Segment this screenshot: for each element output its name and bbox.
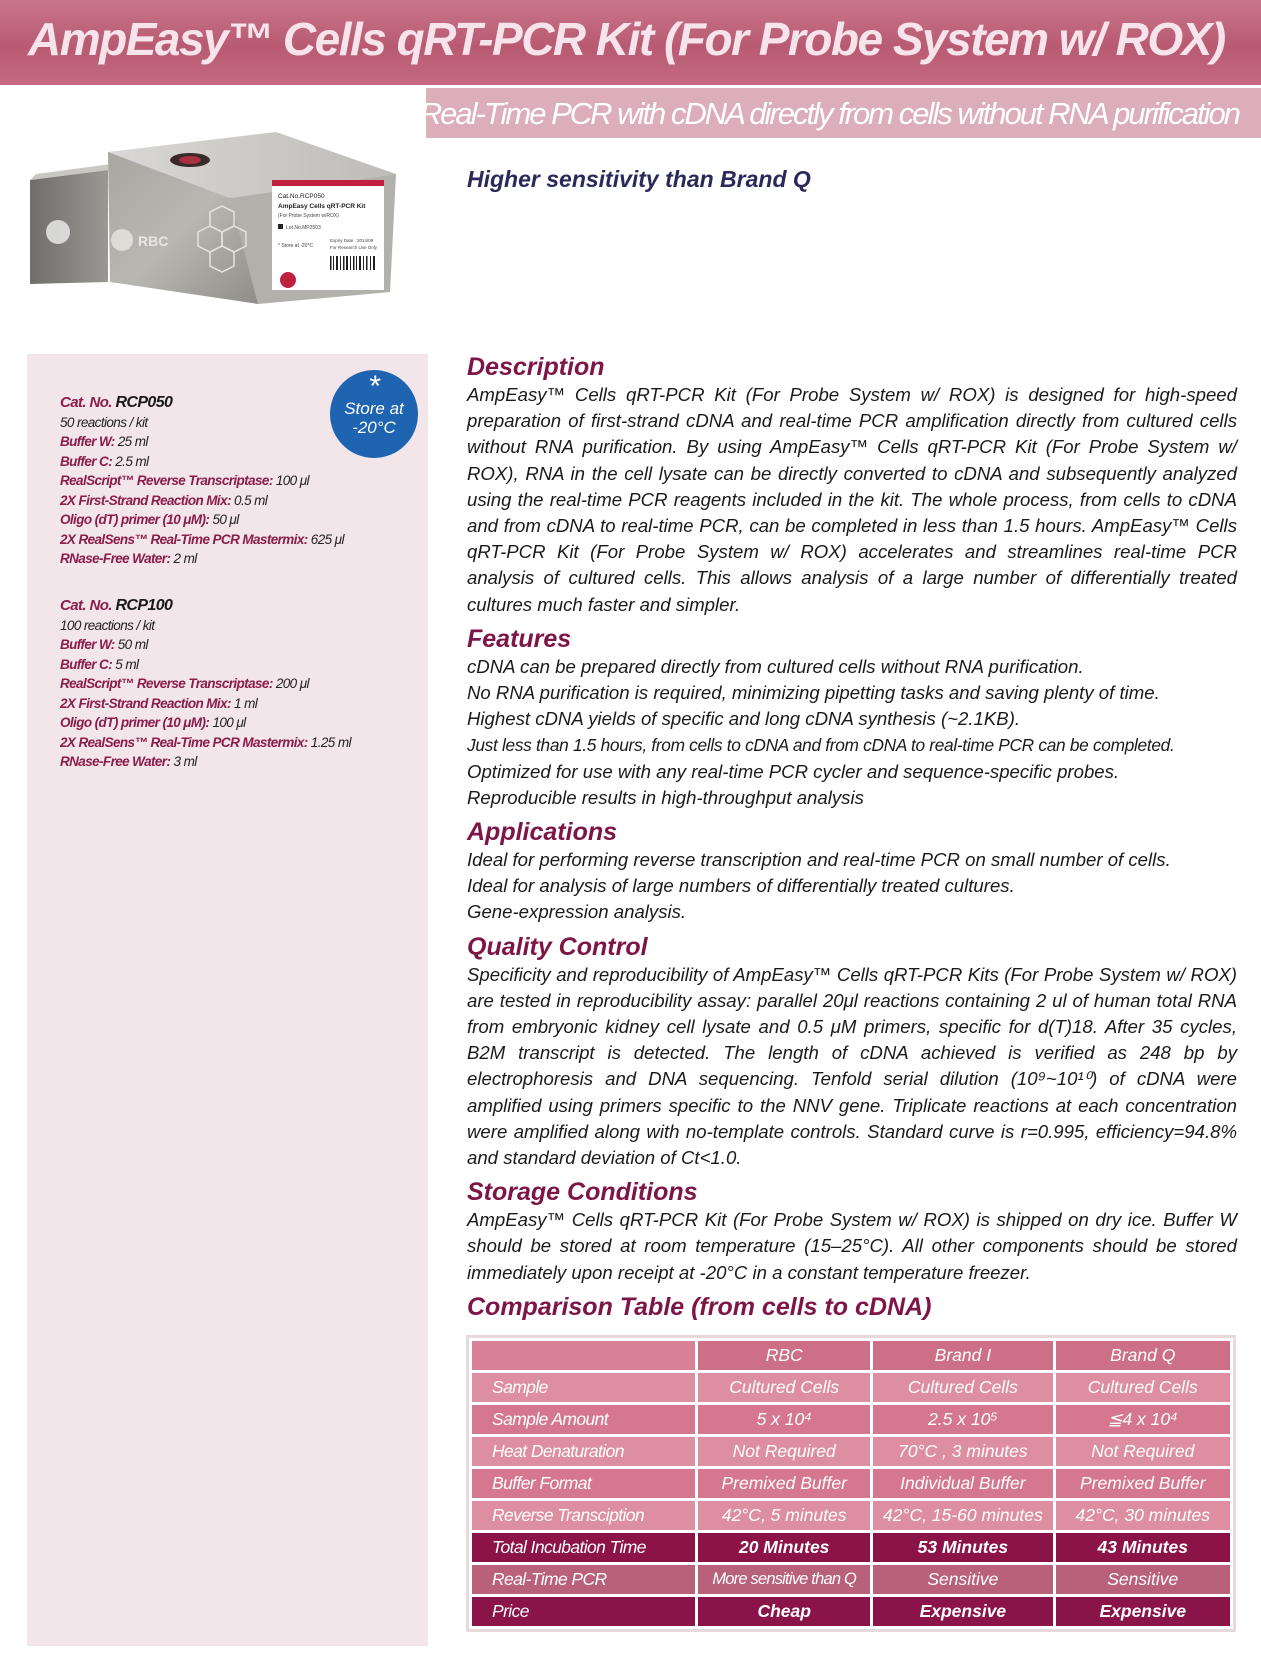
component-value: 50 μl [209, 512, 239, 527]
component-item [60, 713, 400, 733]
table-cell: Cheap [698, 1597, 870, 1626]
table-row [472, 1437, 1230, 1466]
storage-body: AmpEasy™ Cells qRT-PCR Kit (For Probe System w/ ROX) is shipped on dry ice. Buffer W should be stored at room temperature (15–25°C). All other components should be stored immediately upon receipt at -20°C in a constant temperature freezer. [467, 1209, 1237, 1283]
component-value: 1 ml [230, 695, 258, 711]
component-value: 100 μl [209, 715, 246, 730]
table-cell: Not Required [698, 1437, 870, 1466]
table-cell: 42°C, 30 minutes [1056, 1501, 1230, 1530]
component-value: 5 ml [112, 656, 139, 672]
storage-heading: Storage Conditions [467, 1178, 698, 1207]
table-row [472, 1501, 1230, 1530]
table-row [472, 1373, 1230, 1402]
component-value: 2.5 ml [112, 453, 149, 469]
subtitle-bar [419, 88, 1261, 138]
table-row [472, 1405, 1230, 1434]
box-label-research: For Research Use Only [330, 245, 378, 250]
component-value: 1.25 ml [307, 734, 351, 750]
component-item [60, 694, 400, 714]
component-name: 2X First-Strand Reaction Mix: [60, 492, 231, 508]
page-subtitle: Real-Time PCR with cDNA directly from cells without RNA purification [419, 96, 1239, 131]
main-content [467, 352, 1237, 1322]
table-cell: 42°C, 5 minutes [698, 1501, 870, 1530]
component-name: Buffer C: [60, 453, 113, 469]
table-header-row [472, 1341, 1230, 1370]
component-value: 100 μl [272, 473, 309, 488]
feature-item: Highest cDNA yields of specific and long cDNA synthesis (~2.1KB). [467, 708, 1021, 730]
table-cell: Cultured Cells [1056, 1373, 1230, 1402]
component-item [60, 635, 400, 655]
catalog-block-rcp100 [60, 596, 400, 772]
component-item [60, 549, 400, 569]
feature-item: Reproducible results in high-throughput analysis [467, 786, 864, 808]
table-row [472, 1597, 1230, 1626]
applications-heading: Applications [467, 818, 618, 847]
component-value: 0.5 ml [230, 492, 268, 508]
row-label: Real-Time PCR [472, 1565, 695, 1594]
table-cell: Cultured Cells [873, 1373, 1052, 1402]
component-name: RealScript™ Reverse Transcriptase: [60, 676, 273, 691]
component-name: 2X RealSens™ Real-Time PCR Mastermix: [60, 734, 308, 750]
row-label: Sample [472, 1373, 695, 1402]
box-label-lot: Lot.No.MP2503 [286, 225, 321, 231]
reactions-per-kit: 50 reactions / kit [60, 414, 148, 430]
component-item [60, 752, 400, 772]
title-banner [0, 0, 1261, 85]
cat-number: RCP100 [115, 597, 173, 614]
component-name: Buffer C: [60, 656, 113, 672]
row-label: Price [472, 1597, 695, 1626]
application-item: Ideal for analysis of large numbers of differentially treated cultures. [467, 875, 1015, 897]
table-header-cell: RBC [698, 1341, 870, 1370]
feature-item: Optimized for use with any real-time PCR cycler and sequence-specific probes. [467, 760, 1120, 782]
application-item: Ideal for performing reverse transcription and real-time PCR on small number of cells. [467, 849, 1171, 871]
component-value: 50 ml [114, 637, 148, 652]
component-name: Buffer W: [60, 637, 115, 652]
table-cell: Sensitive [873, 1565, 1052, 1594]
badge-line-2: -20°C [352, 418, 396, 437]
feature-item: No RNA purification is required, minimizing pipetting tasks and saving plenty of time. [467, 682, 1160, 704]
table-cell: 20 Minutes [698, 1533, 870, 1562]
table-cell: Not Required [1056, 1437, 1230, 1466]
component-name: RealScript™ Reverse Transcriptase: [60, 473, 273, 488]
component-name: 2X First-Strand Reaction Mix: [60, 695, 231, 711]
table-row [472, 1565, 1230, 1594]
component-name: Buffer W: [60, 434, 115, 449]
comparison-heading: Comparison Table (from cells to cDNA) [467, 1292, 932, 1321]
component-name: RNase-Free Water: [60, 551, 171, 566]
box-brand: RBC [138, 233, 169, 249]
catalog-number-line [60, 393, 400, 413]
component-item [60, 452, 400, 472]
component-name: Oligo (dT) primer (10 μM): [60, 512, 210, 527]
table-cell: Individual Buffer [873, 1469, 1052, 1498]
quality-control-heading: Quality Control [467, 932, 648, 961]
badge-line-1: Store at [344, 399, 404, 418]
table-row [472, 1469, 1230, 1498]
table-cell: 43 Minutes [1056, 1533, 1230, 1562]
feature-item: Just less than 1.5 hours, from cells to cDNA and from cDNA to real-time PCR can be completed. [467, 735, 1175, 756]
description-body: AmpEasy™ Cells qRT-PCR Kit (For Probe System w/ ROX) is designed for high-speed preparation of first-strand cDNA and real-time PCR amplification directly from cultured cells without RNA purification. By using AmpEasy™ Cells qRT-PCR Kit (For Probe System w/ ROX), RNA in the cell lysate can be directly converted to cDNA and subsequently analyzed using the real-time PCR reagents included in the kit. The whole process, from cells to cDNA and from cDNA to real-time PCR, can be completed in less than 1.5 hours. AmpEasy™ Cells qRT-PCR Kit (For Probe System w/ ROX) accelerates and streamlines real-time PCR analysis of cultured cells. This allows analysis of a large number of differentially treated cultures much faster and simpler. [467, 384, 1237, 615]
application-item: Gene-expression analysis. [467, 901, 687, 923]
component-item [60, 491, 400, 511]
reactions-per-kit: 100 reactions / kit [60, 617, 155, 633]
box-label-cat: Cat.No.RCP050 [278, 193, 325, 200]
description-heading: Description [467, 353, 605, 381]
cat-label: Cat. No. [60, 394, 112, 411]
component-name: RNase-Free Water: [60, 754, 171, 769]
table-cell: Premixed Buffer [698, 1469, 870, 1498]
tray-logo-icon [46, 220, 70, 244]
table-cell: ≦4 x 10⁴ [1056, 1405, 1230, 1434]
box-label-expiry: Expiry Date : 2014/09 [330, 238, 374, 243]
catalog-block-rcp050 [60, 393, 400, 569]
component-item [60, 432, 400, 452]
snowflake-icon: * [368, 370, 380, 403]
cat-number: RCP050 [115, 394, 173, 411]
table-cell: More sensitive than Q [698, 1565, 870, 1594]
table-cell: 53 Minutes [873, 1533, 1052, 1562]
row-label: Reverse Transciption [472, 1501, 695, 1530]
row-label: Buffer Format [472, 1469, 695, 1498]
box-logo-icon [111, 229, 133, 251]
table-cell: Sensitive [1056, 1565, 1230, 1594]
table-header-cell [472, 1341, 695, 1370]
component-value: 2 ml [170, 551, 197, 566]
component-value: 25 ml [114, 434, 148, 449]
table-cell: 70°C , 3 minutes [873, 1437, 1052, 1466]
table-cell: Expensive [1056, 1597, 1230, 1626]
features-heading: Features [467, 624, 572, 653]
cat-label: Cat. No. [60, 597, 112, 614]
page-title: AmpEasy™ Cells qRT-PCR Kit (For Probe System w/ ROX) [28, 13, 1225, 65]
box-label-store: * Store at -20°C [278, 243, 314, 249]
table-cell: Expensive [873, 1597, 1052, 1626]
table-header-cell: Brand Q [1056, 1341, 1230, 1370]
component-item [60, 510, 400, 530]
component-value: 625 μl [307, 531, 344, 547]
feature-item: cDNA can be prepared directly from cultured cells without RNA purification. [467, 655, 1084, 677]
component-item [60, 530, 400, 550]
quality-control-body: Specificity and reproducibility of AmpEasy™ Cells qRT-PCR Kits (For Probe System w/ ROX) are tested in reproducibility assay: parallel 20μl reactions containing 2 ul of human total RNA from embryonic kidney cell lysate and 0.5 μM primers, specific for d(T)18. After 35 cycles, B2M transcript is detected. The length of cDNA achieved is verified as 248 bp by electrophoresis and DNA sequencing. Tenfold serial dilution (10⁹~10¹⁰) of cDNA were amplified using primers specific to the NNV gene. Triplicate reactions at each concentration were amplified along with no-template controls. Standard curve is r=0.995, efficiency=94.8% and standard deviation of Ct<1.0. [467, 963, 1237, 1169]
table-cell: Premixed Buffer [1056, 1469, 1230, 1498]
component-name: Oligo (dT) primer (10 μM): [60, 715, 210, 730]
table-row [472, 1533, 1230, 1562]
box-label-sub: (For Probe System w/ROX) [278, 213, 339, 219]
component-value: 3 ml [170, 754, 197, 769]
box-label-name: AmpEasy Cells qRT-PCR Kit [278, 203, 366, 210]
table-cell: 2.5 x 10⁵ [873, 1405, 1052, 1434]
label-logo-icon [280, 272, 296, 288]
row-label: Sample Amount [472, 1405, 695, 1434]
component-item [60, 733, 400, 753]
table-cell: 42°C, 15-60 minutes [873, 1501, 1052, 1530]
product-box-image [30, 132, 420, 337]
table-header-cell: Brand I [873, 1341, 1052, 1370]
component-item [60, 471, 400, 491]
component-item [60, 674, 400, 694]
catalog-number-line [60, 596, 400, 616]
tagline: Higher sensitivity than Brand Q [467, 166, 811, 192]
row-label: Total Incubation Time [472, 1533, 695, 1562]
component-name: 2X RealSens™ Real-Time PCR Mastermix: [60, 531, 308, 547]
row-label: Heat Denaturation [472, 1437, 695, 1466]
table-cell: Cultured Cells [698, 1373, 870, 1402]
comparison-table [469, 1338, 1233, 1629]
table-cell: 5 x 10⁴ [698, 1405, 870, 1434]
component-value: 200 μl [272, 676, 309, 691]
component-item [60, 655, 400, 675]
